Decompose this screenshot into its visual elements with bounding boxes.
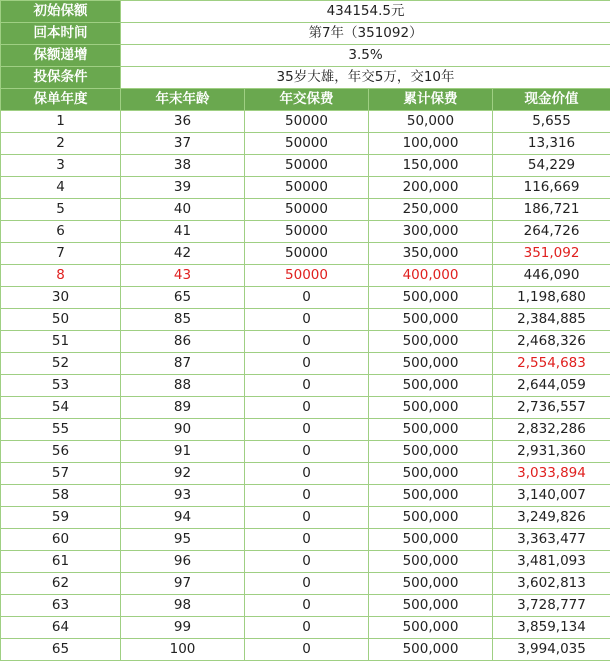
- table-row: [1, 551, 610, 573]
- cell-age: 42: [121, 243, 245, 265]
- cell-annual-premium: 50000: [245, 265, 369, 287]
- cell-policy-year: 59: [1, 507, 121, 529]
- cell-annual-premium: 0: [245, 617, 369, 639]
- cell-age: 96: [121, 551, 245, 573]
- cell-cash-value: 13,316: [493, 133, 610, 155]
- cell-annual-premium: 50000: [245, 177, 369, 199]
- cell-annual-premium: 0: [245, 507, 369, 529]
- info-value: 3.5%: [121, 45, 610, 67]
- cell-cash-value: 446,090: [493, 265, 610, 287]
- cell-cash-value: 3,033,894: [493, 463, 610, 485]
- table-row: [1, 353, 610, 375]
- cell-total-premium: 500,000: [369, 529, 493, 551]
- table-row: [1, 265, 610, 287]
- cell-total-premium: 500,000: [369, 463, 493, 485]
- cell-age: 88: [121, 375, 245, 397]
- policy-info-section: [1, 1, 610, 89]
- info-value: 35岁大雄，年交5万，交10年: [121, 67, 610, 89]
- header-policy-year: 保单年度: [1, 89, 121, 111]
- cell-cash-value: 3,249,826: [493, 507, 610, 529]
- header-cash-value: 现金价值: [493, 89, 610, 111]
- table-row: [1, 529, 610, 551]
- cell-policy-year: 50: [1, 309, 121, 331]
- cell-cash-value: 3,728,777: [493, 595, 610, 617]
- cell-cash-value: 186,721: [493, 199, 610, 221]
- cell-annual-premium: 0: [245, 419, 369, 441]
- cell-age: 65: [121, 287, 245, 309]
- cell-age: 41: [121, 221, 245, 243]
- cell-total-premium: 500,000: [369, 287, 493, 309]
- table-data-section: [1, 111, 610, 661]
- cell-cash-value: 2,832,286: [493, 419, 610, 441]
- table-row: [1, 199, 610, 221]
- cell-policy-year: 6: [1, 221, 121, 243]
- cell-total-premium: 500,000: [369, 551, 493, 573]
- cell-cash-value: 3,859,134: [493, 617, 610, 639]
- cell-annual-premium: 0: [245, 463, 369, 485]
- cell-total-premium: 500,000: [369, 595, 493, 617]
- cell-annual-premium: 0: [245, 441, 369, 463]
- cell-policy-year: 62: [1, 573, 121, 595]
- cell-policy-year: 8: [1, 265, 121, 287]
- cell-cash-value: 2,468,326: [493, 331, 610, 353]
- cell-age: 43: [121, 265, 245, 287]
- cell-age: 97: [121, 573, 245, 595]
- cell-total-premium: 500,000: [369, 309, 493, 331]
- cell-policy-year: 51: [1, 331, 121, 353]
- cell-age: 95: [121, 529, 245, 551]
- cell-cash-value: 2,736,557: [493, 397, 610, 419]
- cell-annual-premium: 0: [245, 529, 369, 551]
- cell-total-premium: 500,000: [369, 419, 493, 441]
- table-row: [1, 595, 610, 617]
- cell-policy-year: 7: [1, 243, 121, 265]
- cell-cash-value: 3,140,007: [493, 485, 610, 507]
- cell-age: 93: [121, 485, 245, 507]
- cell-policy-year: 65: [1, 639, 121, 661]
- cell-annual-premium: 50000: [245, 133, 369, 155]
- cell-policy-year: 52: [1, 353, 121, 375]
- table-row: [1, 309, 610, 331]
- cell-cash-value: 351,092: [493, 243, 610, 265]
- cell-policy-year: 30: [1, 287, 121, 309]
- cell-age: 99: [121, 617, 245, 639]
- info-label: 回本时间: [1, 23, 121, 45]
- table-row: [1, 331, 610, 353]
- cell-total-premium: 500,000: [369, 375, 493, 397]
- cell-cash-value: 3,602,813: [493, 573, 610, 595]
- table-row: [1, 221, 610, 243]
- table-row: [1, 111, 610, 133]
- cell-age: 100: [121, 639, 245, 661]
- cell-cash-value: 2,554,683: [493, 353, 610, 375]
- cell-total-premium: 500,000: [369, 441, 493, 463]
- cell-annual-premium: 0: [245, 639, 369, 661]
- cell-annual-premium: 0: [245, 573, 369, 595]
- cell-age: 90: [121, 419, 245, 441]
- info-value: 第7年（351092）: [121, 23, 610, 45]
- table-row: [1, 287, 610, 309]
- cell-age: 92: [121, 463, 245, 485]
- table-row: [1, 485, 610, 507]
- cell-age: 98: [121, 595, 245, 617]
- table-row: [1, 463, 610, 485]
- cell-total-premium: 500,000: [369, 573, 493, 595]
- table-row: [1, 243, 610, 265]
- cell-cash-value: 3,994,035: [493, 639, 610, 661]
- cell-cash-value: 264,726: [493, 221, 610, 243]
- table-row: [1, 155, 610, 177]
- cell-total-premium: 500,000: [369, 507, 493, 529]
- table-row: [1, 441, 610, 463]
- cell-annual-premium: 0: [245, 551, 369, 573]
- cell-policy-year: 63: [1, 595, 121, 617]
- cell-annual-premium: 0: [245, 331, 369, 353]
- cell-annual-premium: 0: [245, 287, 369, 309]
- cell-annual-premium: 0: [245, 595, 369, 617]
- table-header-row: [1, 89, 610, 111]
- cell-cash-value: 1,198,680: [493, 287, 610, 309]
- cell-cash-value: 3,363,477: [493, 529, 610, 551]
- cell-cash-value: 116,669: [493, 177, 610, 199]
- cell-age: 94: [121, 507, 245, 529]
- cell-total-premium: 300,000: [369, 221, 493, 243]
- cell-policy-year: 58: [1, 485, 121, 507]
- cell-total-premium: 500,000: [369, 617, 493, 639]
- cell-annual-premium: 0: [245, 375, 369, 397]
- cell-age: 37: [121, 133, 245, 155]
- cell-cash-value: 2,384,885: [493, 309, 610, 331]
- cell-policy-year: 56: [1, 441, 121, 463]
- table-row: [1, 507, 610, 529]
- cell-policy-year: 4: [1, 177, 121, 199]
- cell-total-premium: 500,000: [369, 485, 493, 507]
- cell-policy-year: 2: [1, 133, 121, 155]
- cell-age: 91: [121, 441, 245, 463]
- cell-annual-premium: 50000: [245, 111, 369, 133]
- cell-annual-premium: 50000: [245, 199, 369, 221]
- cell-total-premium: 500,000: [369, 331, 493, 353]
- cell-policy-year: 55: [1, 419, 121, 441]
- cell-age: 39: [121, 177, 245, 199]
- cell-age: 36: [121, 111, 245, 133]
- cell-cash-value: 5,655: [493, 111, 610, 133]
- info-row: [1, 45, 610, 67]
- table-row: [1, 639, 610, 661]
- cell-age: 40: [121, 199, 245, 221]
- table-row: [1, 397, 610, 419]
- cell-annual-premium: 50000: [245, 155, 369, 177]
- header-annual-premium: 年交保费: [245, 89, 369, 111]
- cell-total-premium: 500,000: [369, 639, 493, 661]
- cell-annual-premium: 0: [245, 397, 369, 419]
- cell-policy-year: 60: [1, 529, 121, 551]
- header-total-premium: 累计保费: [369, 89, 493, 111]
- header-age: 年末年龄: [121, 89, 245, 111]
- cell-age: 38: [121, 155, 245, 177]
- cell-annual-premium: 0: [245, 309, 369, 331]
- table-row: [1, 419, 610, 441]
- info-row: [1, 23, 610, 45]
- cell-total-premium: 500,000: [369, 353, 493, 375]
- cell-policy-year: 5: [1, 199, 121, 221]
- table-row: [1, 375, 610, 397]
- info-label: 初始保额: [1, 1, 121, 23]
- cell-policy-year: 54: [1, 397, 121, 419]
- cell-total-premium: 500,000: [369, 397, 493, 419]
- cell-total-premium: 100,000: [369, 133, 493, 155]
- cell-annual-premium: 0: [245, 353, 369, 375]
- cell-age: 85: [121, 309, 245, 331]
- cell-age: 89: [121, 397, 245, 419]
- cell-annual-premium: 50000: [245, 221, 369, 243]
- cell-policy-year: 3: [1, 155, 121, 177]
- cell-total-premium: 50,000: [369, 111, 493, 133]
- cell-total-premium: 200,000: [369, 177, 493, 199]
- cell-age: 87: [121, 353, 245, 375]
- table-row: [1, 133, 610, 155]
- cell-policy-year: 1: [1, 111, 121, 133]
- info-value: 434154.5元: [121, 1, 610, 23]
- cell-cash-value: 2,931,360: [493, 441, 610, 463]
- cell-total-premium: 250,000: [369, 199, 493, 221]
- cell-annual-premium: 50000: [245, 243, 369, 265]
- cell-policy-year: 53: [1, 375, 121, 397]
- table-row: [1, 573, 610, 595]
- cell-annual-premium: 0: [245, 485, 369, 507]
- cell-policy-year: 61: [1, 551, 121, 573]
- cell-age: 86: [121, 331, 245, 353]
- table-row: [1, 617, 610, 639]
- cell-cash-value: 2,644,059: [493, 375, 610, 397]
- info-label: 投保条件: [1, 67, 121, 89]
- info-label: 保额递增: [1, 45, 121, 67]
- info-row: [1, 1, 610, 23]
- cell-cash-value: 3,481,093: [493, 551, 610, 573]
- cell-total-premium: 150,000: [369, 155, 493, 177]
- cell-policy-year: 64: [1, 617, 121, 639]
- table-header-section: [1, 89, 610, 111]
- info-row: [1, 67, 610, 89]
- table-row: [1, 177, 610, 199]
- cell-cash-value: 54,229: [493, 155, 610, 177]
- cell-total-premium: 350,000: [369, 243, 493, 265]
- cell-policy-year: 57: [1, 463, 121, 485]
- cell-total-premium: 400,000: [369, 265, 493, 287]
